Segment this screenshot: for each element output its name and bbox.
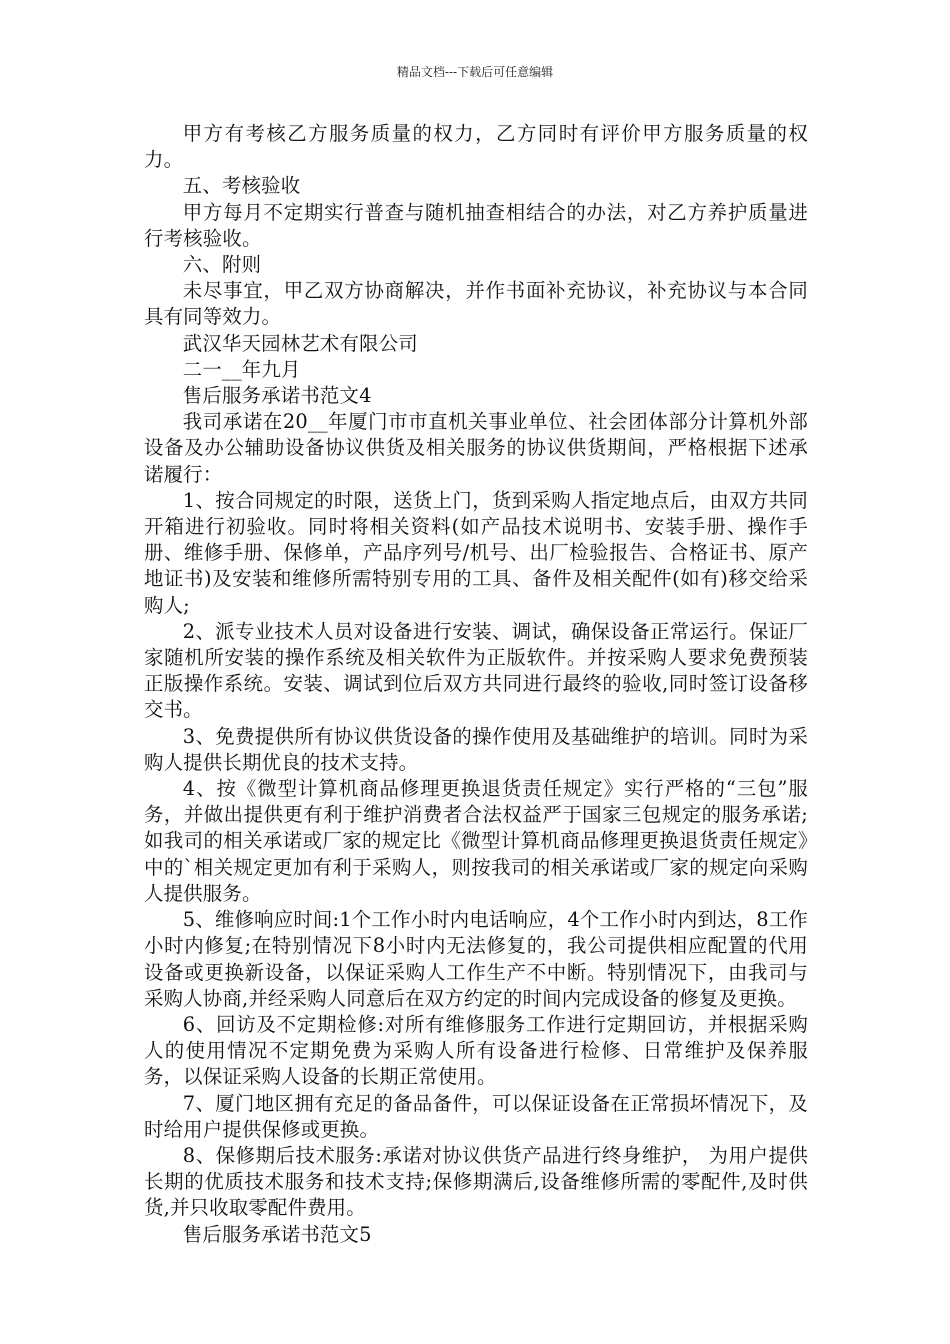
paragraph-item-5: 5、维修响应时间:1个工作小时内电话响应，4个工作小时内到达，8工作小时内修复;在特别情况下8小时内无法修复的，我公司提供相应配置的代用设备或更换新设备，以保证采购人工作生产不中断。特别情况下，由我司与采购人协商,并经采购人同意后在双方约定的时间内完成设备的修复及更换。 [144,908,808,1010]
date-line: 二一__年九月 [182,357,301,381]
document-body [144,121,808,1248]
paragraph-item-7: 7、厦门地区拥有充足的备品备件，可以保证设备在正常损坏情况下，及时给用户提供保修或更换。 [144,1091,808,1141]
paragraph-quality-rights: 甲方有考核乙方服务质量的权力，乙方同时有评价甲方服务质量的权力。 [144,122,808,172]
sample-title-5: 售后服务承诺书范文5 [182,1222,372,1246]
sample-title-4: 售后服务承诺书范文4 [182,384,372,408]
company-name: 武汉华天园林艺术有限公司 [182,331,418,355]
paragraph-item-4: 4、按《微型计算机商品修理更换退货责任规定》实行严格的“三包”服务，并做出提供更有利于维护消费者合法权益严于国家三包规定的服务承诺;如我司的相关承诺或厂家的规定比《微型计算机商品修理更换退货责任规定》中的`相关规定更加有利于采购人，则按我司的相关承诺或厂家的规定向采购人提供服务。 [144,777,808,905]
paragraph-item-6: 6、回访及不定期检修:对所有维修服务工作进行定期回访，并根据采购人的使用情况不定期免费为采购人所有设备进行检修、日常维护及保养服务，以保证采购人设备的长期正常使用。 [144,1012,808,1089]
section-heading-supplementary: 六、附则 [182,253,262,277]
paragraph-item-2: 2、派专业技术人员对设备进行安装、调试，确保设备正常运行。保证厂家随机所安装的操作系统及相关软件为正版软件。并按采购人要求免费预装正版操作系统。安装、调试到位后双方共同进行最终的验收,同时签订设备移交书。 [144,619,808,722]
section-heading-inspection: 五、考核验收 [182,174,301,198]
paragraph-commitment-intro: 我司承诺在20__年厦门市市直机关事业单位、社会团体部分计算机外部设备及办公辅助设备协议供货及相关服务的协议供货期间，严格根据下述承诺履行： [144,410,808,486]
paragraph-item-1: 1、按合同规定的时限，送货上门，货到采购人指定地点后，由双方共同开箱进行初验收。同时将相关资料(如产品技术说明书、安装手册、操作手册、维修手册、保修单，产品序列号/机号、出厂检验报告、合格证书、原产地证书)及安装和维修所需特别专用的工具、备件及相关配件(如有)移交给采购人; [144,488,808,617]
paragraph-supplementary: 未尽事宜，甲乙双方协商解决，并作书面补充协议，补充协议与本合同具有同等效力。 [144,279,808,329]
paragraph-item-3: 3、免费提供所有协议供货设备的操作使用及基础维护的培训。同时为采购人提供长期优良的技术支持。 [144,724,808,774]
paragraph-inspection: 甲方每月不定期实行普查与随机抽查相结合的办法，对乙方养护质量进行考核验收。 [144,200,808,250]
paragraph-item-8: 8、保修期后技术服务:承诺对协议供货产品进行终身维护， 为用户提供长期的优质技术服务和技术支持;保修期满后,设备维修所需的零配件,及时供货,并只收取零配件费用。 [144,1143,808,1220]
page-header: 精品文档---下载后可任意编辑 [396,65,554,79]
